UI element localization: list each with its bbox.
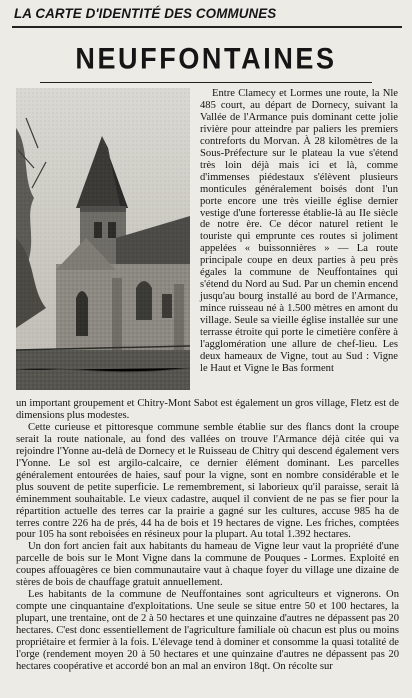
- rubric-underline: [12, 26, 402, 28]
- article-body-text: [16, 398, 399, 673]
- article-column-text: [200, 88, 398, 375]
- article-title: NEUFFONTAINES: [75, 42, 337, 76]
- body-paragraph-1: un important groupement et Chitry-Mont Sabot est également un gros village, Fletz est de dimensions plus modestes.: [16, 398, 399, 421]
- church-illustration: [16, 88, 190, 390]
- intro-paragraph: Entre Clamecy et Lormes une route, la Nle 485 court, au départ de Dornecy, suivant la Vallée de l'Armance puis dominant cette jolie rivière pour atteindre par paliers les premiers contreforts du Morvan. À 28 kilomètres de la Sous-Préfecture sur le plateau la vue s'étend très loin déjà mais ici et là, comme d'immenses piédestaux s'élèvent plusieurs monticules généralement boisés dont l'un porte encore une très vieille église dernier vestige d'une forteresse établie-là au IIe siècle de notre ère. Ce décor naturel retient le touriste qui emprunte ces routes si joliment appelées « buissonnières » — La route principale coupe en deux parties à peu près égales la commune de Neuffontaines qui s'étend du Nord au Sud. Par un chemin encend jusqu'au bourg installé au bord de l'Armance, mince ruisseau né à 1.500 mètres en amont du village. Seule sa vieille église installée sur une terrasse étroite qui porte le cimetière confère à l'agglomération une allure de chef-lieu. Les deux hameaux de Vigne, tout au Sud : Vigne le Haut et Vigne le Bas forment: [200, 88, 398, 374]
- body-paragraph-2: Cette curieuse et pittoresque commune semble établie sur des flancs dont la croupe serait la route nationale, au fond des vallées on trouve l'Armance déjà citée qui va rejoindre l'Yonne au-delà de Dornecy et le Ruisseau de Chitry qui descend également vers l'Yonne. Le sol est argilo-calcaire, ce dernier élément dominant. Les parcelles généralement entourées de haies, sauf pour la vigne, sont en nombre considérable et le plus souvent de petite superficie. Le remembrement, si laborieux qu'il paraisse, serait là éminemment souhaitable. Le vieux cadastre, auquel il convient de ne pas se fier pour la répartition actuelle des terres car la prairie a gagné sur les cultures, accuse 985 ha de terres contre 226 ha de prés, 44 ha de bois et 19 hectares de vigne. Les friches, comptées pour 105 ha sont reboisées en résineux pour la plupart. Au total 1.392 hectares.: [16, 421, 399, 541]
- rubric-heading: LA CARTE D'IDENTITÉ DES COMMUNES: [14, 6, 277, 21]
- title-underline: [40, 82, 372, 83]
- body-paragraph-3: Un don fort ancien fait aux habitants du hameau de Vigne leur vaut la propriété d'une parcelle de bois sur le Mont Vigne dans la commune de Pouques - Lormes. Exploité en coupes affouagères ce bien communautaire vaut à chaque foyer du village une dizaine de stères de bois de chauffage gratuit annuellement.: [16, 541, 399, 589]
- church-photo: [16, 88, 190, 390]
- body-paragraph-4: Les habitants de la commune de Neuffontaines sont agriculteurs et vignerons. On compte une cinquantaine d'exploitations. Une seule se situe entre 50 et 100 hectares, la plupart, une trentaine, ont de 2 à 50 hectares et une quinzaine d'autres ne dépassent pas 20 hectares. C'est donc essentiellement de l'agriculture familiale où chacun est plus ou moins propriétaire et fermier à la fois. L'élevage tend à dominer et consomme la quasi totalité de l'orge (rendement moyen 20 à 50 hectares et une quinzaine d'autres ne dépassent pas 20 hectares coopérative et accordé bon an mal an environ 18qt. On récolte sur: [16, 589, 399, 672]
